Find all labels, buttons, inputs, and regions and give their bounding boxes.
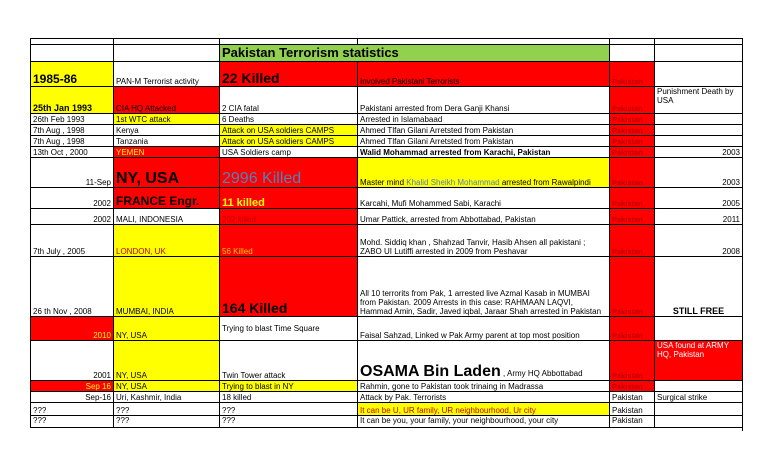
cell-place[interactable]: NY, USA — [114, 381, 220, 392]
cell-date[interactable]: 7th Aug , 1998 — [31, 136, 114, 147]
cell-place[interactable]: YEMEN — [114, 147, 220, 158]
cell-place[interactable]: Kenya — [114, 125, 220, 136]
cell-notes[interactable] — [655, 114, 743, 125]
cell-place[interactable]: PAN-M Terrorist activity — [114, 62, 220, 87]
cell-origin[interactable]: Pakistan — [610, 136, 655, 147]
cell-date[interactable]: 2001 — [31, 341, 114, 381]
cell-casualties[interactable]: 2996 Killed — [220, 158, 358, 188]
cell-origin[interactable]: Pakistan — [610, 225, 655, 257]
table-row — [31, 403, 743, 416]
cell-casualties[interactable]: ??? — [220, 403, 358, 416]
terrorism-table — [30, 38, 742, 428]
table-row — [31, 225, 743, 257]
cell-notes[interactable] — [655, 416, 743, 428]
cell-origin[interactable]: Pakistan — [610, 158, 655, 188]
table-row — [31, 341, 743, 381]
cell-date[interactable]: 2010 — [31, 317, 114, 341]
cell-casualties[interactable]: USA Soldiers camp — [220, 147, 358, 158]
cell-date[interactable]: 2002 — [31, 188, 114, 209]
cell-casualties[interactable]: Attack on USA soldiers CAMPS — [220, 125, 358, 136]
cell-casualties[interactable]: Attack on USA soldiers CAMPS — [220, 136, 358, 147]
cell-origin[interactable]: Pakistan — [610, 209, 655, 225]
table-row — [31, 158, 743, 188]
cell-casualties[interactable]: 22 Killed — [220, 62, 358, 87]
cell-date[interactable]: 26th Feb 1993 — [31, 114, 114, 125]
cell-notes[interactable] — [655, 403, 743, 416]
cell-notes[interactable]: USA found at ARMY HQ, Pakistan — [655, 341, 743, 381]
table-row — [31, 62, 743, 87]
table-row — [31, 114, 743, 125]
cell-details[interactable]: OSAMA Bin Laden , Army HQ Abbottabad — [358, 341, 610, 381]
cell-origin[interactable]: Pakistan — [610, 87, 655, 114]
cell-details[interactable]: All 10 terrorits from Pak, 1 arrested live Azmal Kasab in MUMBAI from Pakistan. 2009 Arrests in this case: RAHMAAN LAQVI, Hammad Amin, Sadir, Javed iqbal, Jaraar Shah arrested in Pakistan — [358, 257, 610, 317]
table-row — [31, 125, 743, 136]
sheet-right-border — [742, 38, 743, 431]
title-row — [31, 45, 743, 62]
table-row — [31, 147, 743, 158]
cell-casualties[interactable]: 6 Deaths — [220, 114, 358, 125]
table-row — [31, 317, 743, 341]
table-row — [31, 87, 743, 114]
cell-details[interactable]: Ahmed Tlfan Gilani Arretsted from Pakistan — [358, 136, 610, 147]
cell-casualties[interactable]: 56 Killed — [220, 225, 358, 257]
cell-origin[interactable]: Pakistan — [610, 62, 655, 87]
cell-details[interactable]: Mohd. Siddiq khan , Shahzad Tanvir, Hasib Ahsen all pakistani ; ZABO UI Lutiffi arrested in 2009 from Peshavar — [358, 225, 610, 257]
cell-notes[interactable]: 2003 — [655, 158, 743, 188]
cell-place[interactable]: ??? — [114, 403, 220, 416]
cell-notes[interactable] — [655, 317, 743, 341]
cell-details[interactable]: Arrested in Islamabaad — [358, 114, 610, 125]
cell-notes[interactable] — [655, 62, 743, 87]
cell-notes[interactable] — [655, 381, 743, 392]
cell-notes[interactable]: STILL FREE — [655, 257, 743, 317]
cell-details[interactable]: Faisal Sahzad, Linked w Pak Army parent at top most position — [358, 317, 610, 341]
cell-origin[interactable]: Pakistan — [610, 147, 655, 158]
cell-date[interactable]: 25th Jan 1993 — [31, 87, 114, 114]
cell-casualties[interactable]: Trying to blast Time Square — [220, 317, 358, 341]
table-row — [31, 188, 743, 209]
cell-details[interactable]: It can be U, UR family, UR neighbourhood, Ur city — [358, 403, 610, 416]
cell-details[interactable]: Walid Mohammad arrested from Karachi, Pakistan — [358, 147, 610, 158]
cell-casualties[interactable]: 202 killed — [220, 209, 358, 225]
cell-place[interactable]: LONDON, UK — [114, 225, 220, 257]
cell-details[interactable]: Pakistani arrested from Dera Ganji Khansi — [358, 87, 610, 114]
cell-casualties[interactable]: 18 killed — [220, 392, 358, 403]
cell-origin[interactable]: Pakistan — [610, 341, 655, 381]
cell-origin[interactable]: Pakistan — [610, 416, 655, 428]
cell-place[interactable]: NY, USA — [114, 317, 220, 341]
cell-notes[interactable] — [655, 125, 743, 136]
cell-origin[interactable]: Pakistan — [610, 188, 655, 209]
cell-place[interactable]: MUMBAI, INDIA — [114, 257, 220, 317]
spreadsheet — [30, 38, 742, 431]
cell-casualties[interactable]: 164 Killed — [220, 257, 358, 317]
cell-notes[interactable]: 2011 — [655, 209, 743, 225]
cell-date[interactable]: Sep 16 — [31, 381, 114, 392]
cell-place[interactable]: 1st WTC attack — [114, 114, 220, 125]
cell-date[interactable]: Sep-16 — [31, 392, 114, 403]
cell-place[interactable]: NY, USA — [114, 158, 220, 188]
cell-date[interactable]: ??? — [31, 416, 114, 428]
cell-origin[interactable]: Pakistan — [610, 392, 655, 403]
cell-details[interactable]: It can be you, your family, your neighbourhood, your city — [358, 416, 610, 428]
cell-casualties[interactable]: ??? — [220, 416, 358, 428]
cell-casualties[interactable]: Twin Tower attack — [220, 341, 358, 381]
cell-place[interactable]: ??? — [114, 416, 220, 428]
cell-place[interactable]: MALI, INDONESIA — [114, 209, 220, 225]
cell-notes[interactable]: 2005 — [655, 188, 743, 209]
cell-date[interactable]: 13th Oct , 2000 — [31, 147, 114, 158]
table-row — [31, 392, 743, 403]
cell-place[interactable]: CIA HQ Attacked — [114, 87, 220, 114]
cell-details[interactable]: Ahmed Tlfan Gilani Arretsted from Pakistan — [358, 125, 610, 136]
cell-notes[interactable]: Surgical strike — [655, 392, 743, 403]
cell-date[interactable]: 2002 — [31, 209, 114, 225]
cell-notes[interactable]: 2008 — [655, 225, 743, 257]
cell-origin[interactable]: Pakistan — [610, 403, 655, 416]
cell-origin[interactable]: Pakistan — [610, 114, 655, 125]
sheet-title[interactable]: Pakistan Terrorism statistics — [220, 45, 610, 62]
table-row — [31, 209, 743, 225]
table-row — [31, 381, 743, 392]
cell-details[interactable]: Involved Pakistani Terrorists — [358, 62, 610, 87]
cell-notes[interactable]: Punishment Death by USA — [655, 87, 743, 114]
cell-casualties[interactable]: 11 killed — [220, 188, 358, 209]
cell-date[interactable]: 7th July , 2005 — [31, 225, 114, 257]
cell-origin[interactable]: Pakistan — [610, 381, 655, 392]
cell-details[interactable]: Master mind Khalid Sheikh Mohammad arrested from Rawalpindi — [358, 158, 610, 188]
cell-place[interactable]: NY, USA — [114, 341, 220, 381]
cell-origin[interactable]: Pakistan — [610, 317, 655, 341]
table-row — [31, 257, 743, 317]
cell-place[interactable]: Uri, Kashmir, India — [114, 392, 220, 403]
cell-origin[interactable]: Pakistan — [610, 257, 655, 317]
cell-date[interactable]: ??? — [31, 403, 114, 416]
cell-details[interactable]: Rahmin, gone to Pakistan took trinaing in Madrassa — [358, 381, 610, 392]
cell-origin[interactable]: Pakistan — [610, 125, 655, 136]
cell-date[interactable]: 26 th Nov , 2008 — [31, 257, 114, 317]
cell-details[interactable]: Umar Pattick, arrested from Abbottabad, Pakistan — [358, 209, 610, 225]
cell-details[interactable]: Karcahi, Mufi Mohammed Sabi, Karachi — [358, 188, 610, 209]
cell-date[interactable]: 11-Sep — [31, 158, 114, 188]
cell-details[interactable]: Attack by Pak. Terrorists — [358, 392, 610, 403]
cell-casualties[interactable]: 2 CIA fatal — [220, 87, 358, 114]
table-row — [31, 416, 743, 428]
cell-date[interactable]: 1985-86 — [31, 62, 114, 87]
cell-date[interactable]: 7th Aug , 1998 — [31, 125, 114, 136]
cell-notes[interactable]: 2003 — [655, 147, 743, 158]
table-row — [31, 136, 743, 147]
cell-place[interactable]: FRANCE Engr. — [114, 188, 220, 209]
cell-place[interactable]: Tanzania — [114, 136, 220, 147]
cell-casualties[interactable]: Trying to blast in NY — [220, 381, 358, 392]
cell-notes[interactable] — [655, 136, 743, 147]
